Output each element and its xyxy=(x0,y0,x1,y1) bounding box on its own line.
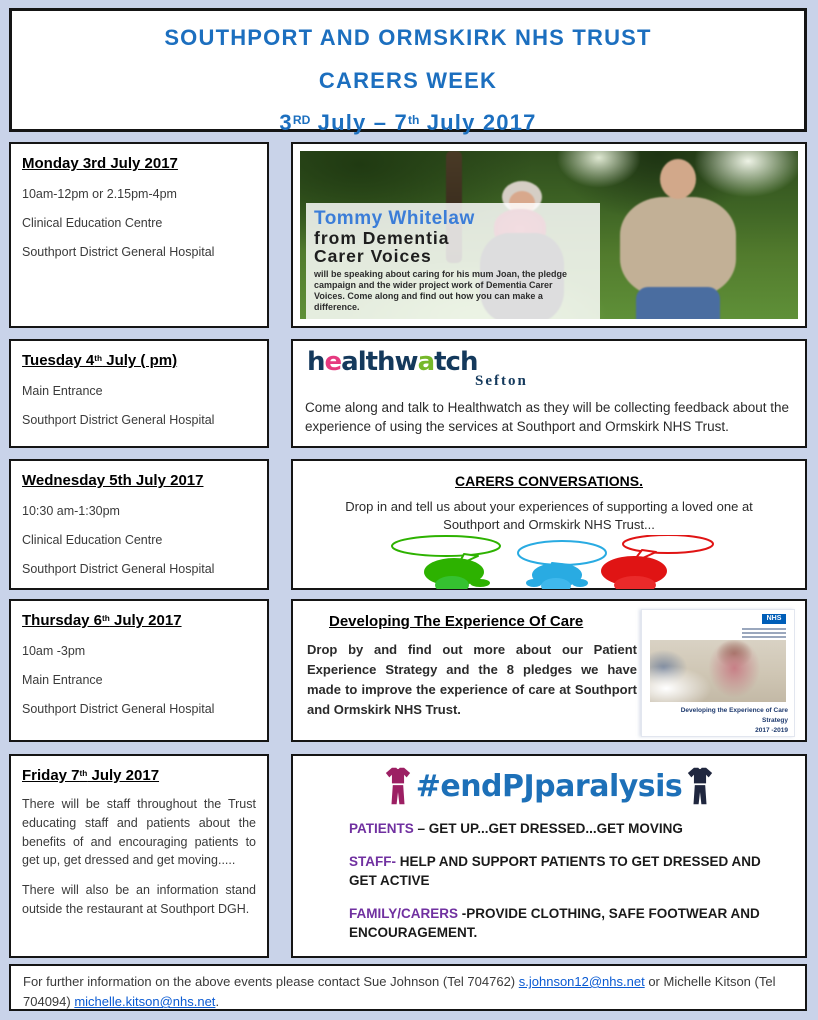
chat-figures-illustration xyxy=(384,535,714,589)
speaker-description: will be speaking about caring for his mum Joan, the pledge campaign and the wider project work of Dementia Carer Voices. Come along and find out how you can make a difference. xyxy=(314,269,568,313)
sue-johnson-email-link[interactable]: s.johnson12@nhs.net xyxy=(518,974,645,989)
healthwatch-logo xyxy=(305,349,793,390)
healthwatch-sefton-label: Sefton xyxy=(475,373,528,389)
speaker-subtitle-2: Carer Voices xyxy=(314,246,432,267)
endpjparalysis-banner xyxy=(305,766,793,806)
nurse-patient-photo xyxy=(650,640,786,702)
speaker-subtitle-1: from Dementia xyxy=(314,228,450,249)
friday-details-box xyxy=(9,754,269,958)
monday-hospital: Southport District General Hospital xyxy=(22,245,215,259)
thursday-event-box xyxy=(291,599,807,742)
wednesday-hospital: Southport District General Hospital xyxy=(22,562,215,576)
thursday-description: Drop by and find out more about our Patient Experience Strategy and the 8 pledges we have made to improve the experience of care at Southport and Ormskirk NHS Trust. xyxy=(307,642,637,718)
healthwatch-green-a: a xyxy=(417,347,435,377)
endpjparalysis-hashtag: #endPJparalysis xyxy=(415,768,683,804)
nhs-logo: NHS xyxy=(762,614,786,624)
wednesday-details-box xyxy=(9,459,269,590)
wednesday-time: 10:30 am-1:30pm xyxy=(22,504,120,518)
friday-paragraph-1: There will be staff throughout the Trust educating staff and patients about the benefits of and encouraging patients to get up, get dressed and get moving..... xyxy=(22,797,256,868)
flyer-header xyxy=(9,8,807,135)
patients-line: PATIENTS – GET UP...GET DRESSED...GET MOVING xyxy=(349,821,683,836)
wednesday-title: Wednesday 5th July 2017 xyxy=(22,472,204,489)
tuesday-description: Come along and talk to Healthwatch as they will be collecting feedback about the experience of using the services at Southport and Ormskirk NHS Trust. xyxy=(305,400,790,434)
photo-caption-overlay xyxy=(306,203,600,319)
healthwatch-pink-e: e xyxy=(324,347,342,377)
monday-details-box xyxy=(9,142,269,328)
thursday-time: 10am -3pm xyxy=(22,644,86,658)
tommy-figure xyxy=(630,159,740,319)
tommy-whitelaw-photo xyxy=(300,151,798,319)
event-title: CARERS WEEK xyxy=(318,68,498,93)
speaker-name: Tommy Whitelaw xyxy=(314,208,475,230)
contact-footer xyxy=(9,964,807,1011)
thursday-title: Thursday 6th July 2017 xyxy=(22,612,182,629)
family-carers-label: FAMILY/CARERS xyxy=(349,905,459,921)
pyjamas-icon-navy xyxy=(687,766,713,806)
nhs-logo-subtext-lines xyxy=(742,626,786,638)
tuesday-title: Tuesday 4th July ( pm) xyxy=(22,352,178,369)
family-carers-line: FAMILY/CARERS -PROVIDE CLOTHING, SAFE FOOTWEAR AND ENCOURAGEMENT. xyxy=(349,905,760,941)
thursday-details-box xyxy=(9,599,269,742)
tuesday-venue: Main Entrance xyxy=(22,384,103,398)
monday-title: Monday 3rd July 2017 xyxy=(22,155,178,172)
monday-event-box xyxy=(291,142,807,328)
thursday-venue: Main Entrance xyxy=(22,673,103,687)
footer-text: For further information on the above events please contact Sue Johnson (Tel 704762) s.johnson12@nhs.net or Michelle Kitson (Tel 704094) michelle.kitson@nhs.net. xyxy=(23,974,776,1010)
staff-label: STAFF- xyxy=(349,853,396,869)
thursday-hospital: Southport District General Hospital xyxy=(22,702,215,716)
wednesday-event-box xyxy=(291,459,807,590)
friday-title: Friday 7th July 2017 xyxy=(22,767,160,784)
monday-time: 10am-12pm or 2.15pm-4pm xyxy=(22,187,177,201)
wednesday-venue: Clinical Education Centre xyxy=(22,533,163,547)
patients-label: PATIENTS xyxy=(349,821,414,836)
staff-line: STAFF- HELP AND SUPPORT PATIENTS TO GET DRESSED AND GET ACTIVE xyxy=(349,853,761,889)
tuesday-hospital: Southport District General Hospital xyxy=(22,413,215,427)
friday-event-box xyxy=(291,754,807,958)
tuesday-details-box xyxy=(9,339,269,448)
trust-title: SOUTHPORT AND ORMSKIRK NHS TRUST xyxy=(164,25,652,50)
event-dates: 3RD July – 7th July 2017 xyxy=(279,110,537,135)
booklet-caption: Developing the Experience of Care Strategy 2017 -2019 xyxy=(680,707,788,734)
friday-paragraph-2: There will also be an information stand outside the restaurant at Southport DGH. xyxy=(22,883,256,916)
strategy-booklet-image xyxy=(641,609,795,737)
pyjamas-icon-magenta xyxy=(385,766,411,806)
carers-conversations-title: CARERS CONVERSATIONS. xyxy=(455,473,643,489)
speech-bubble-figures-image xyxy=(303,535,795,594)
healthwatch-wordmark: healthwatch xyxy=(307,347,478,377)
wednesday-description: Drop in and tell us about your experiences of supporting a loved one at Southport and Ormskirk NHS Trust... xyxy=(345,499,753,532)
tuesday-event-box xyxy=(291,339,807,448)
monday-venue: Clinical Education Centre xyxy=(22,216,163,230)
michelle-kitson-email-link[interactable]: michelle.kitson@nhs.net xyxy=(74,994,216,1010)
experience-of-care-title: Developing The Experience Of Care xyxy=(329,613,584,630)
